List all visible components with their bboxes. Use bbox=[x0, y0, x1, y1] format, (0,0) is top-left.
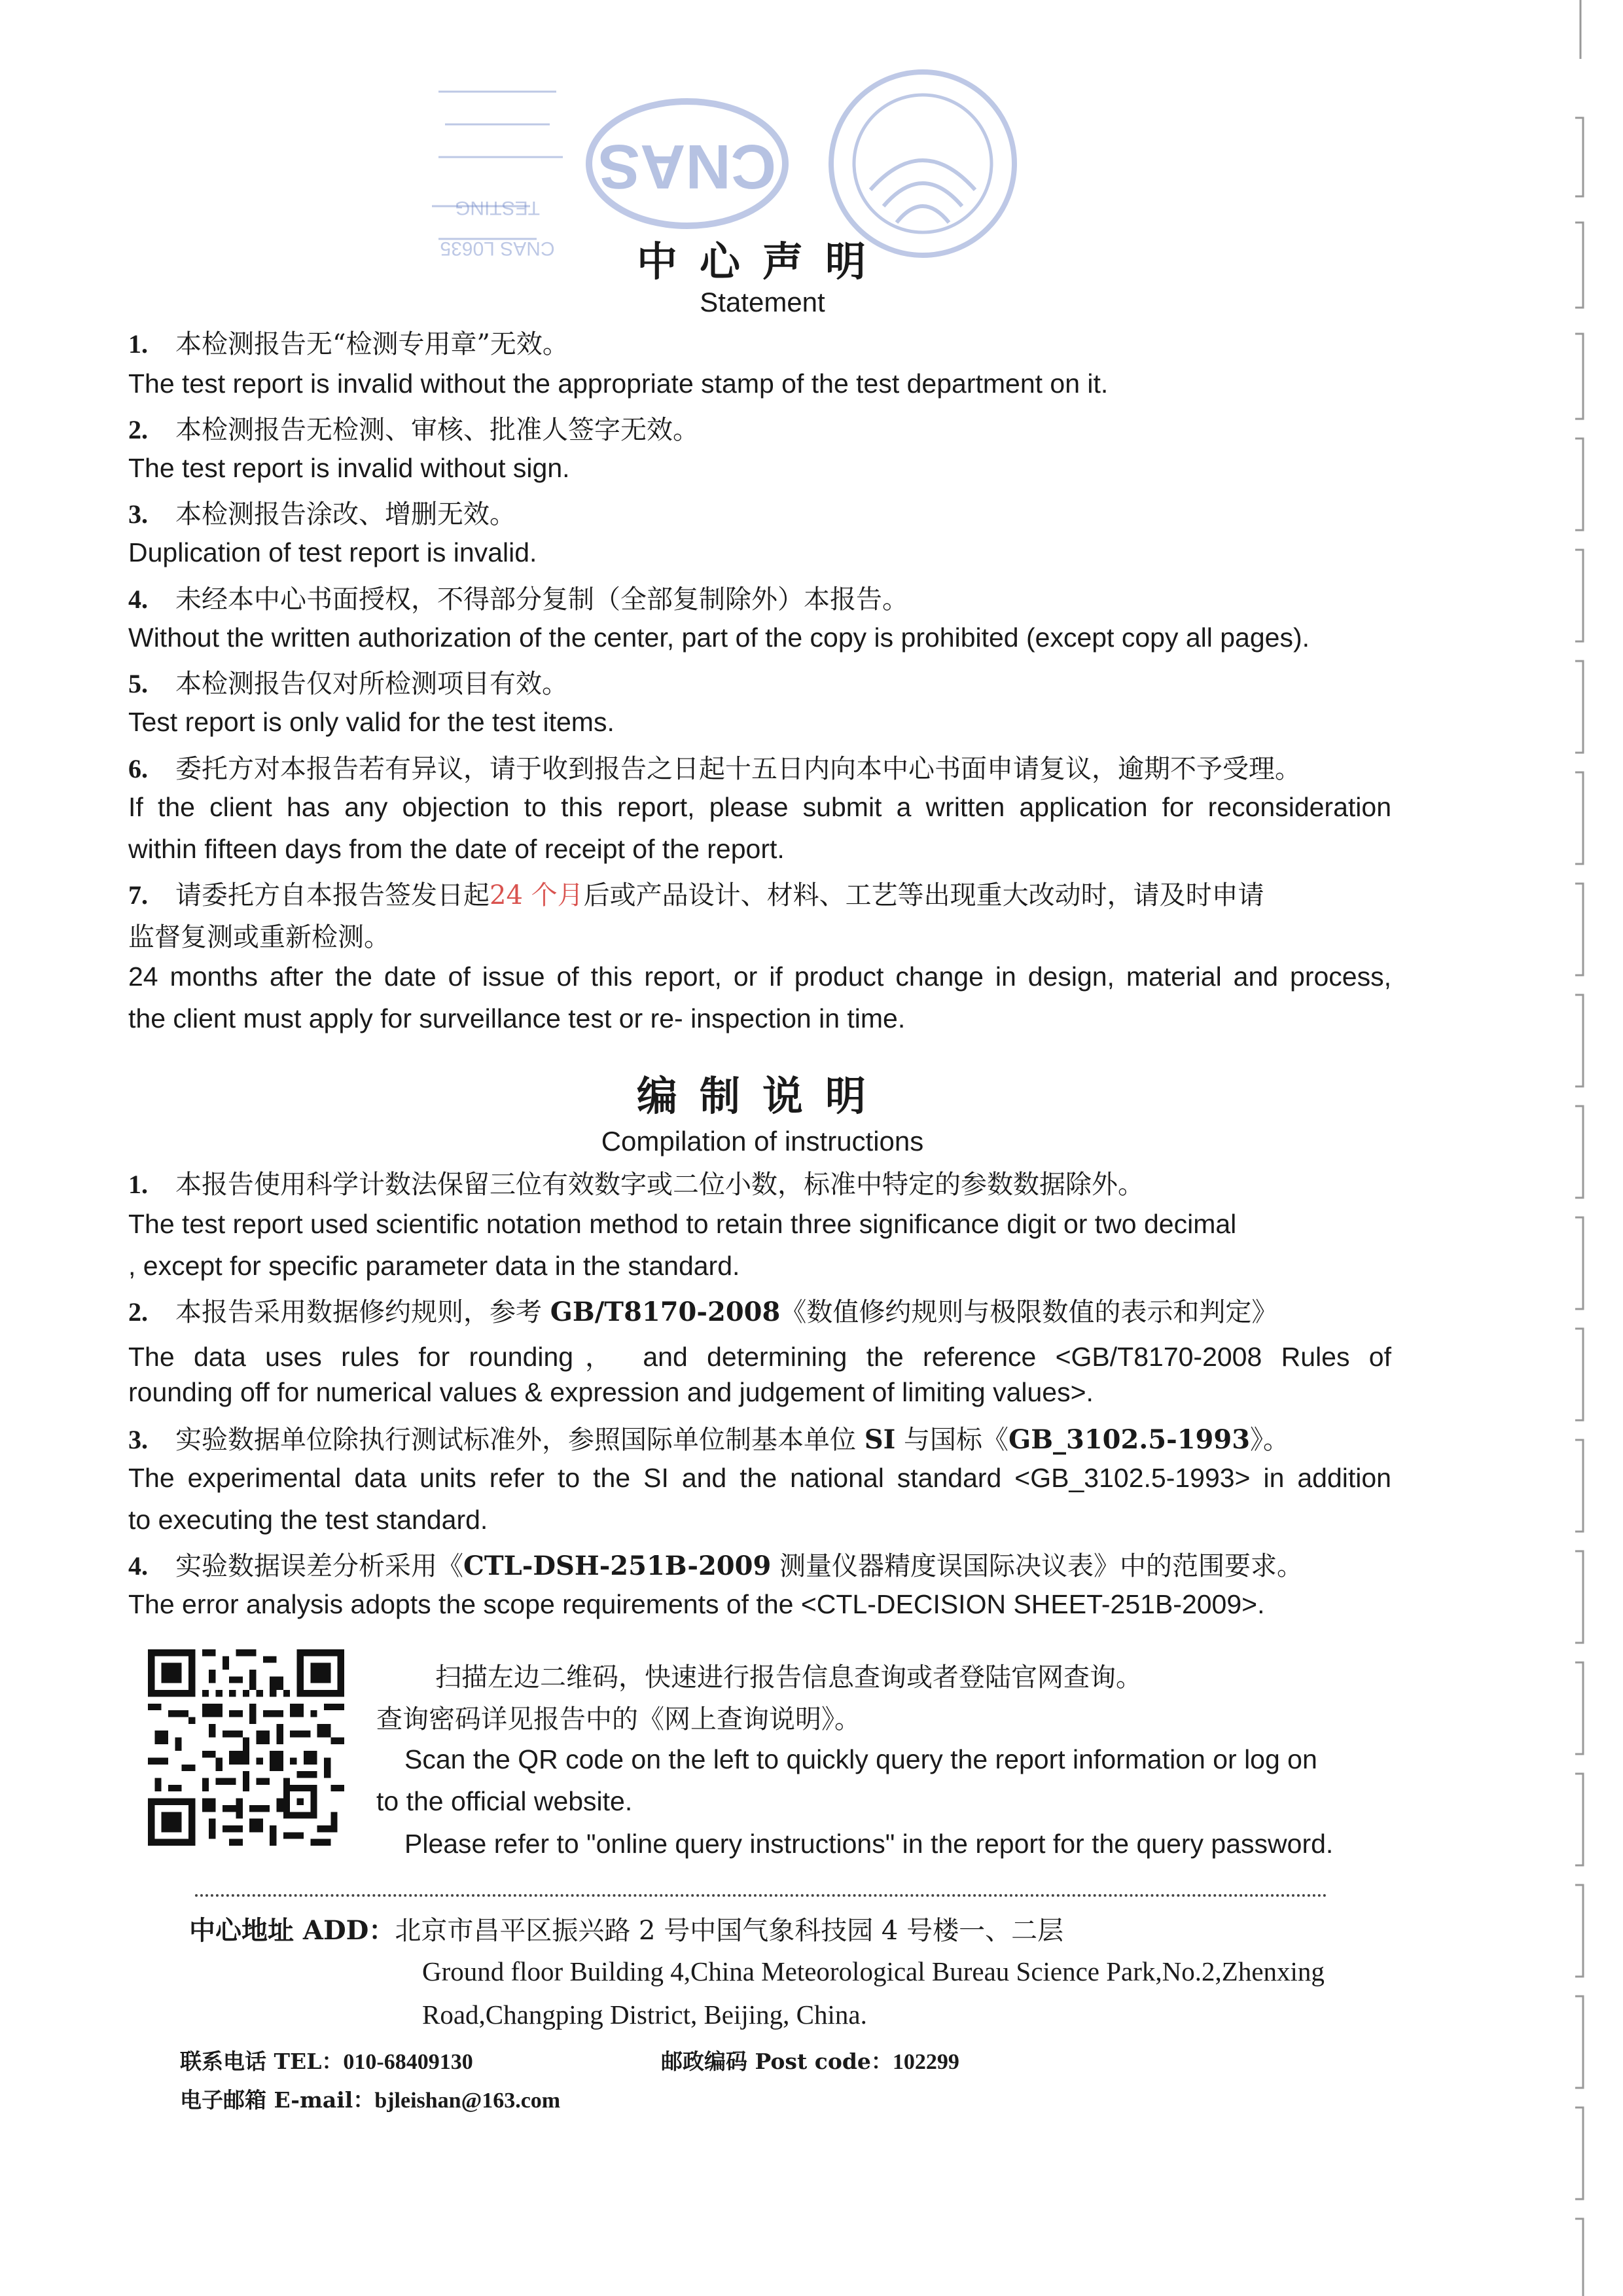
seal-note-text: TESTING bbox=[454, 197, 541, 219]
compilation-item-3-standard: GB_3102.5-1993 bbox=[1008, 1424, 1251, 1455]
statement-item-7-cn-text-b: 后或产品设计、材料、工艺等出现重大改动时，请及时申请 bbox=[583, 880, 1264, 910]
email-label: 电子邮箱 E-mail： bbox=[180, 2087, 375, 2113]
compilation-item-4-cn-text-b: 测量仪器精度误国际决议表》中的范围要求。 bbox=[771, 1551, 1303, 1581]
contact-postcode bbox=[661, 2045, 959, 2075]
post-value: 102299 bbox=[892, 2050, 959, 2074]
contact-email bbox=[180, 2083, 560, 2114]
compilation-item-3-cn bbox=[128, 1419, 1289, 1456]
statement-item-7-cn bbox=[128, 874, 1264, 912]
statement-item-4-cn-text: 未经本中心书面授权，不得部分复制（全部复制除外）本报告。 bbox=[175, 584, 908, 615]
statement-item-1-en: The test report is invalid without the appropriate stamp of the test department on it. bbox=[128, 368, 1109, 399]
compilation-title-en: Compilation of instructions bbox=[601, 1126, 924, 1157]
compilation-item-2-cn-text-a: 本报告采用数据修约规则，参考 bbox=[175, 1297, 550, 1327]
email-value[interactable]: bjleishan@163.com bbox=[374, 2089, 561, 2113]
center-address-cn bbox=[189, 1910, 1063, 1947]
item-number: 5. bbox=[128, 669, 148, 698]
statement-item-4-en: Without the written authorization of the center, part of the copy is prohibited (except copy all pages). bbox=[128, 622, 1310, 653]
qr-code[interactable] bbox=[148, 1649, 344, 1846]
compilation-item-4-standard: CTL-DSH-251B-2009 bbox=[463, 1551, 772, 1581]
compilation-item-3-cn-text-b: 与国标《 bbox=[895, 1425, 1009, 1455]
item-number: 6. bbox=[128, 754, 148, 783]
statement-item-2-cn-text: 本检测报告无检测、审核、批准人签字无效。 bbox=[175, 415, 699, 445]
item-number: 3. bbox=[128, 1425, 148, 1454]
compilation-item-1-cn-text: 本报告使用科学计数法保留三位有效数字或二位小数，标准中特定的参数数据除外。 bbox=[175, 1170, 1144, 1200]
address-en-line2: Road,Changping District, Beijing, China. bbox=[422, 2000, 867, 2030]
compilation-item-4-en: The error analysis adopts the scope requirements of the <CTL-DECISION SHEET-251B-2009>. bbox=[128, 1589, 1265, 1619]
address-label: 中心地址 ADD： bbox=[189, 1915, 395, 1946]
item-number: 3. bbox=[128, 499, 148, 529]
compilation-item-4-cn bbox=[128, 1545, 1303, 1583]
statement-item-6-en-line1: If the client has any objection to this report, please submit a written application for reconsideration bbox=[128, 792, 1391, 822]
post-label: 邮政编码 Post code： bbox=[661, 2049, 893, 2074]
dotted-divider bbox=[195, 1894, 1327, 1897]
item-number: 4. bbox=[128, 584, 148, 614]
compilation-item-4-cn-text-a: 实验数据误差分析采用《 bbox=[175, 1551, 463, 1581]
seal-code-text: CNAS L0635 bbox=[440, 238, 555, 259]
statement-item-3-en: Duplication of test report is invalid. bbox=[128, 537, 537, 567]
statement-item-7-en-line2: the client must apply for surveillance test or re- inspection in time. bbox=[128, 1003, 906, 1033]
statement-item-7-en-line1: 24 months after the date of issue of this report, or if product change in design, material and process, bbox=[128, 961, 1391, 992]
binding-marks bbox=[1567, 0, 1594, 2296]
compilation-item-1-en-line2: , except for specific parameter data in the standard. bbox=[128, 1251, 740, 1281]
compilation-item-3-en-line2: to executing the test standard. bbox=[128, 1505, 488, 1535]
compilation-title-cn: 编制说明 bbox=[636, 1072, 888, 1120]
compilation-item-2-en-line1: The data uses rules for rounding， and determining the reference <GB/T8170-2008 Rules of bbox=[128, 1342, 1391, 1372]
tel-value: 010-68409130 bbox=[343, 2050, 473, 2074]
statement-item-5-en: Test report is only valid for the test items. bbox=[128, 707, 615, 737]
qr-instruction-en-2: to the official website. bbox=[376, 1786, 633, 1816]
address-en-line1: Ground floor Building 4,China Meteorological Bureau Science Park,No.2,Zhenxing bbox=[422, 1956, 1325, 1986]
compilation-item-2-standard: GB/T8170-2008 bbox=[550, 1297, 781, 1327]
item-number: 1. bbox=[128, 329, 148, 359]
statement-item-1-cn bbox=[128, 323, 569, 361]
compilation-item-3-en-line1: The experimental data units refer to the SI and the national standard <GB_3102.5-1993> in addition bbox=[128, 1463, 1391, 1493]
item-number: 4. bbox=[128, 1551, 148, 1581]
qr-instruction-cn-1: 扫描左边二维码，快速进行报告信息查询或者登陆官网查询。 bbox=[435, 1662, 1142, 1693]
item-number: 2. bbox=[128, 1297, 148, 1327]
compilation-item-3-cn-text-c: 》。 bbox=[1250, 1425, 1290, 1455]
statement-item-2-cn bbox=[128, 409, 699, 446]
tel-label: 联系电话 TEL： bbox=[180, 2049, 344, 2074]
compilation-item-2-cn-text-b: 《数值修约规则与极限数值的表示和判定》 bbox=[780, 1297, 1278, 1327]
statement-title-en: Statement bbox=[700, 287, 825, 317]
item-number: 1. bbox=[128, 1170, 148, 1199]
compilation-item-2-cn bbox=[128, 1291, 1277, 1329]
cnas-seal-text: CNAS bbox=[597, 132, 777, 202]
statement-item-6-cn-text: 委托方对本报告若有异议，请于收到报告之日起十五日内向本中心书面申请复议，逾期不予受理。 bbox=[175, 754, 1301, 784]
statement-item-7-cn-text-a: 请委托方自本报告签发日起 bbox=[175, 880, 490, 910]
statement-item-3-cn bbox=[128, 493, 516, 531]
statement-item-1-cn-text: 本检测报告无“检测专用章”无效。 bbox=[175, 329, 569, 359]
address-cn-text: 北京市昌平区振兴路 2 号中国气象科技园 4 号楼一、二层 bbox=[395, 1916, 1064, 1946]
statement-item-7-highlight: 24 个月 bbox=[490, 880, 584, 910]
qr-instruction-en-3: Please refer to "online query instructions" in the report for the query password. bbox=[404, 1829, 1334, 1859]
qr-instruction-cn-2: 查询密码详见报告中的《网上查询说明》。 bbox=[376, 1704, 861, 1734]
compilation-item-1-cn bbox=[128, 1164, 1144, 1201]
statement-item-5-cn bbox=[128, 663, 568, 700]
statement-title-cn: 中心声明 bbox=[636, 238, 888, 285]
item-number: 2. bbox=[128, 415, 148, 444]
statement-item-3-cn-text: 本检测报告涂改、增删无效。 bbox=[175, 499, 516, 529]
statement-item-5-cn-text: 本检测报告仅对所检测项目有效。 bbox=[175, 669, 568, 699]
statement-item-6-en-line2: within fifteen days from the date of receipt of the report. bbox=[128, 834, 785, 864]
compilation-item-1-en-line1: The test report used scientific notation method to retain three significance digit or two decimal bbox=[128, 1209, 1237, 1239]
contact-tel bbox=[180, 2045, 473, 2075]
statement-item-4-cn bbox=[128, 579, 908, 616]
qr-instruction-en-1: Scan the QR code on the left to quickly query the report information or log on bbox=[404, 1744, 1317, 1774]
compilation-item-3-cn-text-a: 实验数据单位除执行测试标准外，参照国际单位制基本单位 bbox=[175, 1425, 865, 1455]
statement-item-6-cn bbox=[128, 748, 1301, 785]
item-number: 7. bbox=[128, 880, 148, 910]
compilation-item-3-si: SI bbox=[864, 1424, 896, 1455]
statement-item-2-en: The test report is invalid without sign. bbox=[128, 453, 570, 483]
statement-item-7-cn-line2: 监督复测或重新检测。 bbox=[128, 922, 390, 952]
compilation-item-2-en-line2: rounding off for numerical values & expression and judgement of limiting values>. bbox=[128, 1377, 1094, 1407]
